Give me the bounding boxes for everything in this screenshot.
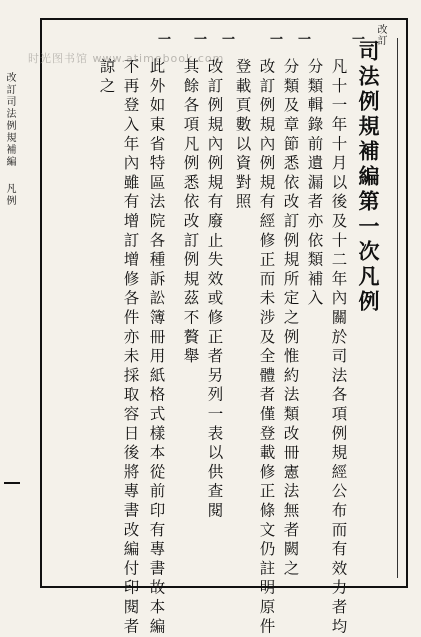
item-line: 此外如東省特區法院各種訴訟簿冊用紙格式樣本從前印有專書故本編 bbox=[147, 58, 166, 637]
margin-rule bbox=[397, 38, 398, 578]
running-section: 凡例 bbox=[4, 183, 15, 207]
item-line: 不再登入年內雖有增訂增修各件亦未採取容日後將專書改編付印閱者 bbox=[121, 58, 140, 637]
item-line: 分類輯錄前遺漏者亦依類補入 bbox=[305, 58, 324, 309]
item-marker: 一 bbox=[219, 32, 234, 45]
item-line: 改訂例規內例規有廢止失效或修正者另列一表以供查閱 bbox=[205, 58, 224, 522]
item-marker: 一 bbox=[267, 32, 282, 45]
watermark: 时光图书馆 www.atimebook.com bbox=[28, 52, 225, 65]
item-line: 登載頁數以資對照 bbox=[233, 58, 252, 213]
running-title: 改訂司法例規補編 bbox=[4, 72, 15, 168]
title-prefix: 改訂 bbox=[375, 24, 386, 46]
item-marker: 一 bbox=[349, 32, 364, 45]
page-title: 司法例規補編第一次凡例 bbox=[356, 40, 381, 315]
item-line: 分類及章節悉依改訂例規所定之例惟約法類改冊憲法無者闕之 bbox=[281, 58, 300, 580]
item-line: 改訂例規內例規有經修正而未涉及全體者僅登載修正條文仍註明原件 bbox=[257, 58, 276, 637]
item-marker: 一 bbox=[191, 32, 206, 45]
page-border bbox=[40, 18, 408, 588]
item-line: 凡十一年十月以後及十二年內關於司法各項例規經公布而有效力者均 bbox=[329, 58, 348, 637]
item-line: 諒之 bbox=[97, 58, 116, 97]
item-marker: 一 bbox=[295, 32, 310, 45]
item-marker: 一 bbox=[155, 32, 170, 45]
margin-mark bbox=[4, 482, 20, 484]
item-line: 其餘各項凡例悉依改訂例規茲不贅舉 bbox=[181, 58, 200, 367]
